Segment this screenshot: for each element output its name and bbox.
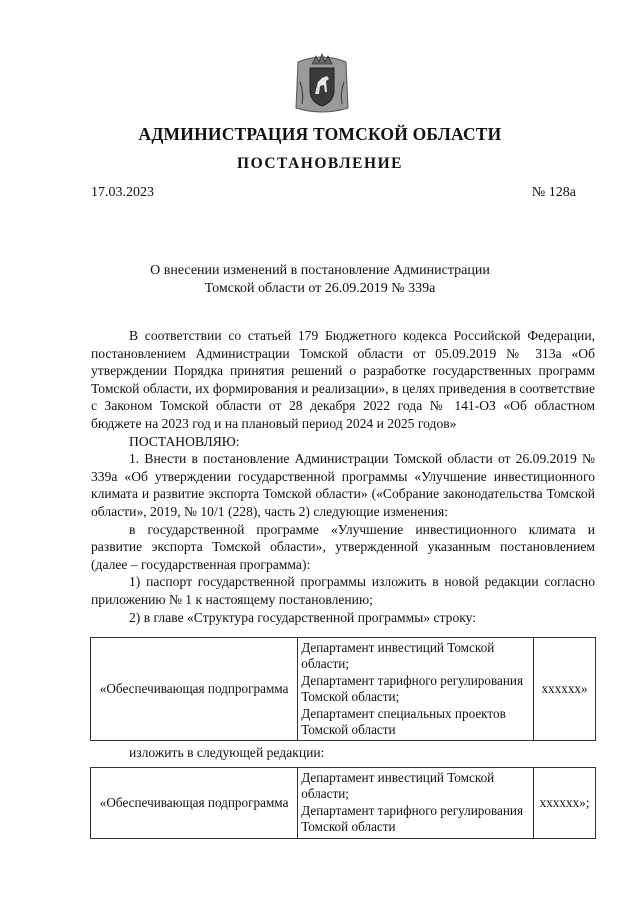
- subprogram-name-cell: «Обеспечивающая подпрограмма: [91, 768, 298, 839]
- executor-line: Департамент тарифного регулирования Томской области: [301, 802, 524, 835]
- code-cell: xxxxxx»: [534, 638, 596, 741]
- organization-title: АДМИНИСТРАЦИЯ ТОМСКОЙ ОБЛАСТИ: [138, 124, 502, 144]
- decree-word: ПОСТАНОВЛЯЮ:: [129, 433, 240, 449]
- executor-line: Департамент тарифного регулирования Томской области;: [301, 672, 524, 705]
- executors-cell: [298, 638, 534, 741]
- executor-line: Департамент специальных проектов Томской области: [301, 705, 506, 738]
- item-2-paragraph: 2) в главе «Структура государственной программы» строку:: [129, 609, 477, 625]
- table-row: [91, 768, 596, 839]
- subject-line-1: О внесении изменений в постановление Администрации: [150, 263, 490, 278]
- table-row: [91, 638, 596, 741]
- subject-line-2: Томской области от 26.09.2019 № 339а: [204, 281, 436, 296]
- code-cell: xxxxxx»;: [534, 768, 596, 839]
- structure-table-new: [90, 767, 596, 839]
- document-number: № 128а: [531, 185, 576, 200]
- document-body: [91, 327, 595, 626]
- clause-1-paragraph: 1. Внести в постановление Администрации Томской области от 26.09.2019 № 339а «Об утверждении государственной программы «Улучшение инвестиционного климата и развитие экспорта Томской области» («Собрание законодательства Томской области», 2019, № 10/1 (228), часть 2) следующие изменения:: [91, 451, 595, 519]
- item-1-paragraph: 1) паспорт государственной программы изложить в новой редакции согласно приложению № 1 к настоящему постановлению;: [91, 574, 595, 607]
- executors-cell: [298, 768, 534, 839]
- executor-line: Департамент инвестиций Томской области;: [301, 640, 495, 672]
- new-edition-text: изложить в следующей редакции:: [129, 745, 325, 760]
- program-paragraph: в государственной программе «Улучшение инвестиционного климата и развитие экспорта Томской области», утвержденной указанным постановлением (далее – государственная программа):: [91, 521, 595, 572]
- executor-line: Департамент инвестиций Томской области;: [301, 770, 495, 802]
- document-subject: [0, 262, 640, 298]
- document-type: ПОСТАНОВЛЕНИЕ: [237, 155, 403, 172]
- coat-of-arms-icon: [294, 52, 350, 116]
- document-date: 17.03.2023: [91, 185, 154, 200]
- structure-table-old: [90, 637, 596, 741]
- subprogram-name-cell: «Обеспечивающая подпрограмма: [91, 638, 298, 741]
- preamble-paragraph: В соответствии со статьей 179 Бюджетного кодекса Российской Федерации, постановлением Администрации Томской области от 05.09.2019 № 313а «Об утверждении Порядка принятия решений о разработке государственных программ Томской области, их формирования и реализации», в целях приведения в соответствие с Законом Томской области от 28 декабря 2022 года № 141-ОЗ «Об областном бюджете на 2023 год и на плановый период 2024 и 2025 годов»: [91, 328, 595, 431]
